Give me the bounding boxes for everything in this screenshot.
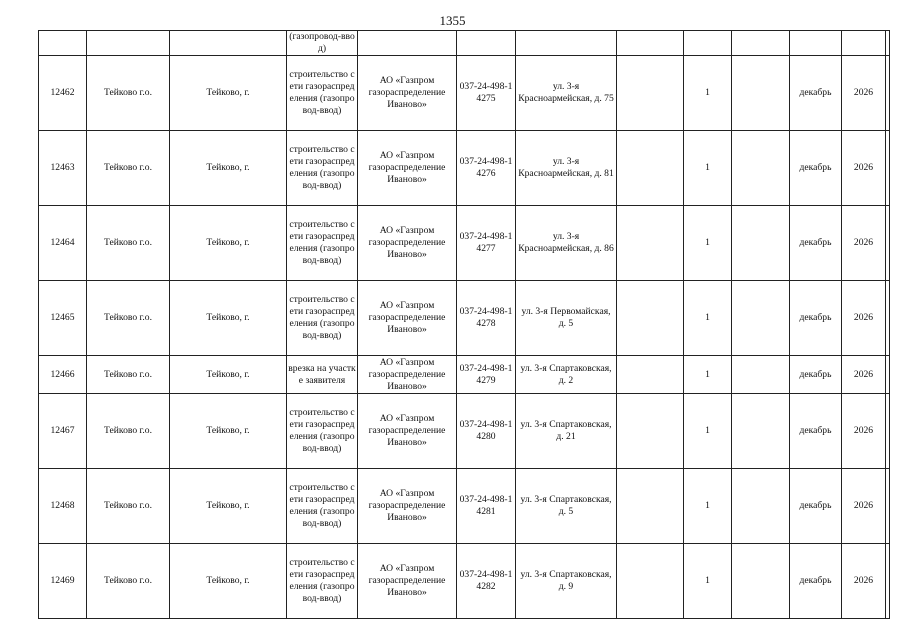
cell-organization: АО «Газпром газораспределение Иваново» bbox=[358, 394, 457, 469]
cell-count: 1 bbox=[684, 206, 732, 281]
empty-cell bbox=[617, 131, 684, 206]
cell-organization: АО «Газпром газораспределение Иваново» bbox=[358, 56, 457, 131]
cell-number: 12466 bbox=[39, 356, 87, 394]
empty-cell bbox=[886, 356, 890, 394]
cell-month: декабрь bbox=[790, 131, 842, 206]
empty-cell bbox=[516, 31, 617, 56]
cell-locality: Тейково, г. bbox=[170, 206, 287, 281]
gasification-table bbox=[38, 30, 890, 619]
cell-count: 1 bbox=[684, 131, 732, 206]
cell-number: 12467 bbox=[39, 394, 87, 469]
cell-locality: Тейково, г. bbox=[170, 281, 287, 356]
empty-cell bbox=[684, 31, 732, 56]
cell-work: строительство сети газораспределения (газопровод-ввод) bbox=[287, 131, 358, 206]
cell-month: декабрь bbox=[790, 356, 842, 394]
cell-code: 037-24-498-14282 bbox=[457, 544, 516, 619]
cell-month: декабрь bbox=[790, 394, 842, 469]
cell-work: (газопровод-ввод) bbox=[287, 31, 358, 56]
cell-code: 037-24-498-14278 bbox=[457, 281, 516, 356]
empty-cell bbox=[617, 56, 684, 131]
table-row bbox=[39, 56, 890, 131]
empty-cell bbox=[732, 356, 790, 394]
table-row bbox=[39, 469, 890, 544]
cell-work: строительство сети газораспределения (газопровод-ввод) bbox=[287, 281, 358, 356]
cell-organization: АО «Газпром газораспределение Иваново» bbox=[358, 131, 457, 206]
cell-organization: АО «Газпром газораспределение Иваново» bbox=[358, 281, 457, 356]
cell-address: ул. 3-я Красноармейская, д. 86 bbox=[516, 206, 617, 281]
table-row bbox=[39, 394, 890, 469]
cell-district: Тейково г.о. bbox=[87, 356, 170, 394]
empty-cell bbox=[886, 131, 890, 206]
cell-address: ул. 3-я Спартаковская, д. 9 bbox=[516, 544, 617, 619]
empty-cell bbox=[617, 281, 684, 356]
cell-number: 12463 bbox=[39, 131, 87, 206]
empty-cell bbox=[617, 31, 684, 56]
cell-work: строительство сети газораспределения (газопровод-ввод) bbox=[287, 469, 358, 544]
cell-code: 037-24-498-14281 bbox=[457, 469, 516, 544]
cell-address: ул. 3-я Спартаковская, д. 5 bbox=[516, 469, 617, 544]
cell-count: 1 bbox=[684, 544, 732, 619]
empty-cell bbox=[886, 544, 890, 619]
cell-work: строительство сети газораспределения (газопровод-ввод) bbox=[287, 544, 358, 619]
cell-district: Тейково г.о. bbox=[87, 206, 170, 281]
empty-cell bbox=[790, 31, 842, 56]
cell-organization: АО «Газпром газораспределение Иваново» bbox=[358, 469, 457, 544]
page-number: 1355 bbox=[439, 13, 466, 28]
cell-district: Тейково г.о. bbox=[87, 469, 170, 544]
empty-cell bbox=[732, 281, 790, 356]
empty-cell bbox=[39, 31, 87, 56]
cell-code: 037-24-498-14277 bbox=[457, 206, 516, 281]
cell-month: декабрь bbox=[790, 206, 842, 281]
cell-number: 12469 bbox=[39, 544, 87, 619]
cell-locality: Тейково, г. bbox=[170, 544, 287, 619]
empty-cell bbox=[732, 56, 790, 131]
cell-address: ул. 3-я Красноармейская, д. 75 bbox=[516, 56, 617, 131]
table-row bbox=[39, 281, 890, 356]
cell-organization: АО «Газпром газораспределение Иваново» bbox=[358, 356, 457, 394]
empty-cell bbox=[358, 31, 457, 56]
cell-locality: Тейково, г. bbox=[170, 131, 287, 206]
cell-count: 1 bbox=[684, 356, 732, 394]
cell-number: 12464 bbox=[39, 206, 87, 281]
cell-district: Тейково г.о. bbox=[87, 281, 170, 356]
empty-cell bbox=[732, 131, 790, 206]
cell-address: ул. 3-я Спартаковская, д. 2 bbox=[516, 356, 617, 394]
cell-address: ул. 3-я Первомайская, д. 5 bbox=[516, 281, 617, 356]
cell-year: 2026 bbox=[842, 56, 886, 131]
empty-cell bbox=[732, 469, 790, 544]
cell-district: Тейково г.о. bbox=[87, 394, 170, 469]
continuation-row bbox=[39, 31, 890, 56]
cell-locality: Тейково, г. bbox=[170, 56, 287, 131]
cell-count: 1 bbox=[684, 469, 732, 544]
empty-cell bbox=[886, 31, 890, 56]
cell-organization: АО «Газпром газораспределение Иваново» bbox=[358, 544, 457, 619]
cell-code: 037-24-498-14280 bbox=[457, 394, 516, 469]
empty-cell bbox=[617, 206, 684, 281]
table-row bbox=[39, 544, 890, 619]
cell-work: строительство сети газораспределения (газопровод-ввод) bbox=[287, 56, 358, 131]
empty-cell bbox=[886, 281, 890, 356]
cell-count: 1 bbox=[684, 394, 732, 469]
cell-number: 12468 bbox=[39, 469, 87, 544]
table-row bbox=[39, 356, 890, 394]
cell-year: 2026 bbox=[842, 356, 886, 394]
table-row bbox=[39, 131, 890, 206]
empty-cell bbox=[87, 31, 170, 56]
empty-cell bbox=[732, 394, 790, 469]
cell-year: 2026 bbox=[842, 469, 886, 544]
empty-cell bbox=[886, 206, 890, 281]
cell-locality: Тейково, г. bbox=[170, 394, 287, 469]
cell-number: 12462 bbox=[39, 56, 87, 131]
cell-district: Тейково г.о. bbox=[87, 131, 170, 206]
empty-cell bbox=[732, 544, 790, 619]
cell-count: 1 bbox=[684, 56, 732, 131]
empty-cell bbox=[886, 469, 890, 544]
empty-cell bbox=[617, 394, 684, 469]
cell-month: декабрь bbox=[790, 281, 842, 356]
empty-cell bbox=[842, 31, 886, 56]
cell-locality: Тейково, г. bbox=[170, 469, 287, 544]
cell-year: 2026 bbox=[842, 544, 886, 619]
cell-code: 037-24-498-14276 bbox=[457, 131, 516, 206]
cell-address: ул. 3-я Красноармейская, д. 81 bbox=[516, 131, 617, 206]
empty-cell bbox=[170, 31, 287, 56]
cell-month: декабрь bbox=[790, 544, 842, 619]
cell-month: декабрь bbox=[790, 56, 842, 131]
cell-month: декабрь bbox=[790, 469, 842, 544]
empty-cell bbox=[886, 394, 890, 469]
empty-cell bbox=[732, 31, 790, 56]
cell-number: 12465 bbox=[39, 281, 87, 356]
table-row bbox=[39, 206, 890, 281]
cell-address: ул. 3-я Спартаковская, д. 21 bbox=[516, 394, 617, 469]
cell-year: 2026 bbox=[842, 206, 886, 281]
empty-cell bbox=[457, 31, 516, 56]
table-body bbox=[39, 31, 890, 619]
cell-work: врезка на участке заявителя bbox=[287, 356, 358, 394]
cell-locality: Тейково, г. bbox=[170, 356, 287, 394]
cell-code: 037-24-498-14279 bbox=[457, 356, 516, 394]
cell-district: Тейково г.о. bbox=[87, 544, 170, 619]
empty-cell bbox=[617, 469, 684, 544]
empty-cell bbox=[732, 206, 790, 281]
cell-year: 2026 bbox=[842, 131, 886, 206]
cell-district: Тейково г.о. bbox=[87, 56, 170, 131]
empty-cell bbox=[617, 544, 684, 619]
cell-organization: АО «Газпром газораспределение Иваново» bbox=[358, 206, 457, 281]
cell-year: 2026 bbox=[842, 394, 886, 469]
empty-cell bbox=[886, 56, 890, 131]
cell-count: 1 bbox=[684, 281, 732, 356]
cell-work: строительство сети газораспределения (газопровод-ввод) bbox=[287, 394, 358, 469]
cell-code: 037-24-498-14275 bbox=[457, 56, 516, 131]
empty-cell bbox=[617, 356, 684, 394]
cell-year: 2026 bbox=[842, 281, 886, 356]
cell-work: строительство сети газораспределения (газопровод-ввод) bbox=[287, 206, 358, 281]
